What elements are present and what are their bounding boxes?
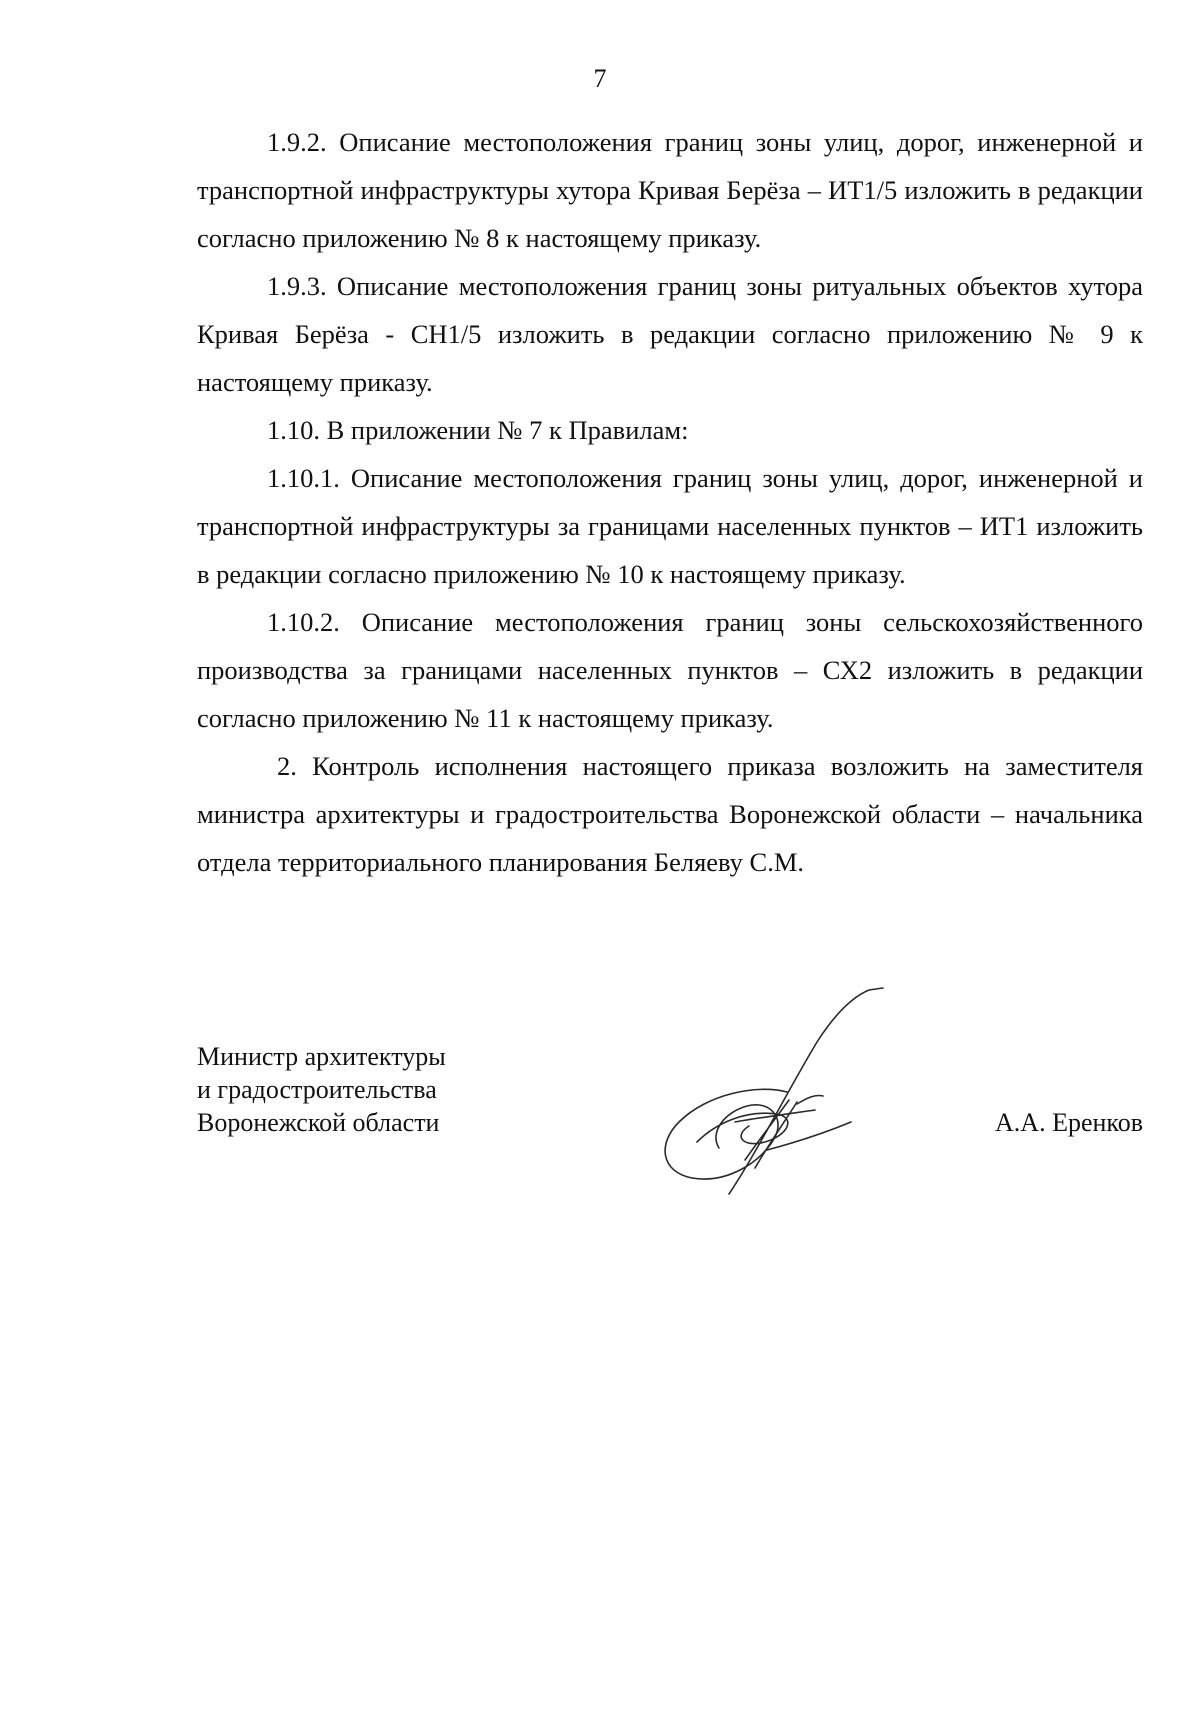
document-body xyxy=(197,118,1143,886)
paragraph-1-10: 1.10. В приложении № 7 к Правилам: xyxy=(267,415,689,445)
handwritten-signature xyxy=(637,972,937,1232)
signer-title-line: Воронежской области xyxy=(197,1108,440,1137)
paragraph-2: 2. Контроль исполнения настоящего приказа возложить на заместителя министра архитектуры и градостроительства Воронежской области – начальника отдела территориального планирования Беляеву С.М. xyxy=(197,751,1143,877)
signer-name: А.А. Еренков xyxy=(995,1108,1143,1137)
signature-block xyxy=(197,1040,1143,1220)
paragraph-1-9-2: 1.9.2. Описание местоположения границ зоны улиц, дорог, инженерной и транспортной инфраструктуры хутора Кривая Берёза – ИТ1/5 изложить в редакции согласно приложению № 8 к настоящему приказу. xyxy=(197,127,1143,253)
paragraph-1-9-3: 1.9.3. Описание местоположения границ зоны ритуальных объектов хутора Кривая Берёза - СН1/5 изложить в редакции согласно приложению № 9 к настоящему приказу. xyxy=(197,271,1143,397)
page-number: 7 xyxy=(593,64,607,93)
paragraph-1-10-1: 1.10.1. Описание местоположения границ зоны улиц, дорог, инженерной и транспортной инфраструктуры за границами населенных пунктов – ИТ1 изложить в редакции согласно приложению № 10 к настоящему приказу. xyxy=(197,463,1143,589)
signer-title-line: и градостроительства xyxy=(197,1075,437,1104)
signer-title-line: Министр архитектуры xyxy=(197,1042,446,1071)
paragraph-1-10-2: 1.10.2. Описание местоположения границ зоны сельскохозяйственного производства за границами населенных пунктов – СХ2 изложить в редакции согласно приложению № 11 к настоящему приказу. xyxy=(197,607,1143,733)
signer-title xyxy=(197,1040,446,1139)
